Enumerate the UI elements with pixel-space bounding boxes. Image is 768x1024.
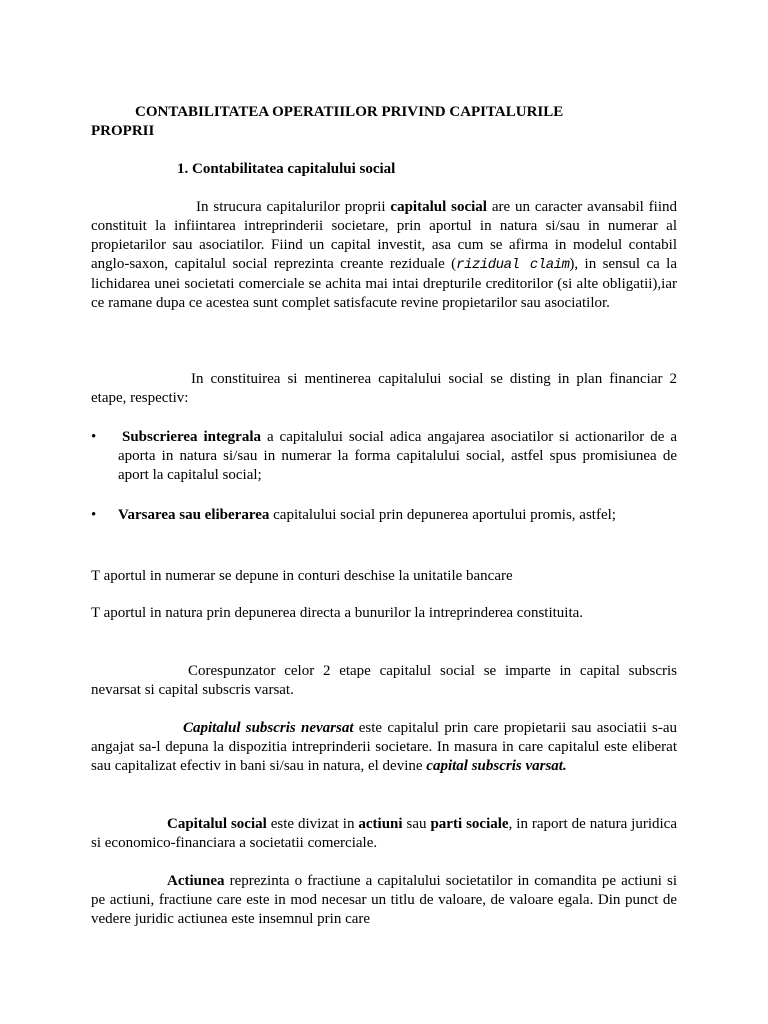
p1-text-c: are un caracter avansabil fiind constituit la infiintarea intreprinderii societare, prin aportul in natura si/sau in numerar al propietarilor sau asociatilor. Fiind un capital investit, asa cum se afirma in modelul contabil anglo-saxon, capitalul social reprezinta creante reziduale ( [91, 199, 678, 272]
p7-text-d: sau [402, 816, 431, 832]
paragraph-capital-structure [91, 198, 677, 313]
document-title [91, 103, 677, 141]
p7-text-b: este divizat in [266, 816, 359, 832]
p1-term-capital-social: capitalul social [390, 199, 487, 215]
p1-text-e: ), in sensul ca la lichidarea unei societati comerciale se achita mai intai drepturile creditorilor (si alte obligatii),iar ce ramane dupa ce acestea sunt complet satisfacute revine propietarilor sau asociatilor. [91, 256, 677, 311]
p8-term-actiunea: Actiunea [167, 873, 225, 889]
p7-term-actiuni: actiuni [358, 816, 403, 832]
paragraph-shares-division [91, 815, 677, 853]
paragraph-cash-contribution: T aportul in numerar se depune in conturi deschise la unitatile bancare [91, 568, 513, 584]
list-item [91, 506, 677, 525]
p6-text: este capitalul prin care propietarii sau asociatii s-au angajat sa-l depuna la dispozitia intreprinderii societare. In masura in care capitalul este eliberat sau capitalizat efectiv in bani si/sau in natura, el devine [91, 720, 677, 774]
bullet1-text: a capitalului social adica angajarea asociatilor si actionarilor de a aporta in natura si/sau in numerar la forma capitalului social, astfel spus promisiunea de aport la capitalul social; [118, 429, 677, 483]
p1-term-residual-claim: rizidual claim [456, 257, 570, 273]
bullet-icon: • [91, 429, 97, 445]
paragraph-unpaid-capital [91, 719, 677, 776]
section-heading: 1. Contabilitatea capitalului social [177, 161, 396, 177]
bullet2-text: capitalului social prin depunerea aportului promis, astfel; [269, 507, 616, 523]
p7-term-parti-sociale: parti sociale [430, 816, 509, 832]
paragraph-inkind-contribution: T aportul in natura prin depunerea directa a bunurilor la intreprinderea constituita. [91, 605, 584, 621]
bullet-icon: • [91, 507, 97, 523]
list-item [91, 428, 677, 485]
title-line-1: CONTABILITATEA OPERATIILOR PRIVIND CAPITALURILE [135, 104, 564, 120]
title-line-2: PROPRII [91, 123, 155, 139]
p7-text-f: , in raport de natura juridica si economico-financiara a societatii comerciale. [91, 816, 677, 851]
paragraph-share-definition [91, 872, 677, 929]
p1-text-a: In strucura capitalurilor proprii [196, 199, 391, 215]
p7-term-capital-social: Capitalul social [167, 816, 267, 832]
p6-term-paid: capital subscris varsat. [426, 758, 567, 774]
paragraph-stages-intro: In constituirea si mentinerea capitalului social se disting in plan financiar 2 etape, respectiv: [91, 371, 677, 406]
paragraph-capital-split: Corespunzator celor 2 etape capitalul social se imparte in capital subscris nevarsat si capital subscris varsat. [91, 663, 677, 698]
p6-term-unpaid: Capitalul subscris nevarsat [183, 720, 354, 736]
bullet1-term: Subscrierea integrala [122, 429, 261, 445]
p8-text: reprezinta o fractiune a capitalului societatilor in comandita pe actiuni si pe actiuni, fractiune care este in mod necesar un titlu de valoare, de valoare egala. Din punct de vedere juridic actiunea este insemnul prin care [91, 873, 677, 927]
bullet2-term: Varsarea sau eliberarea [118, 507, 270, 523]
